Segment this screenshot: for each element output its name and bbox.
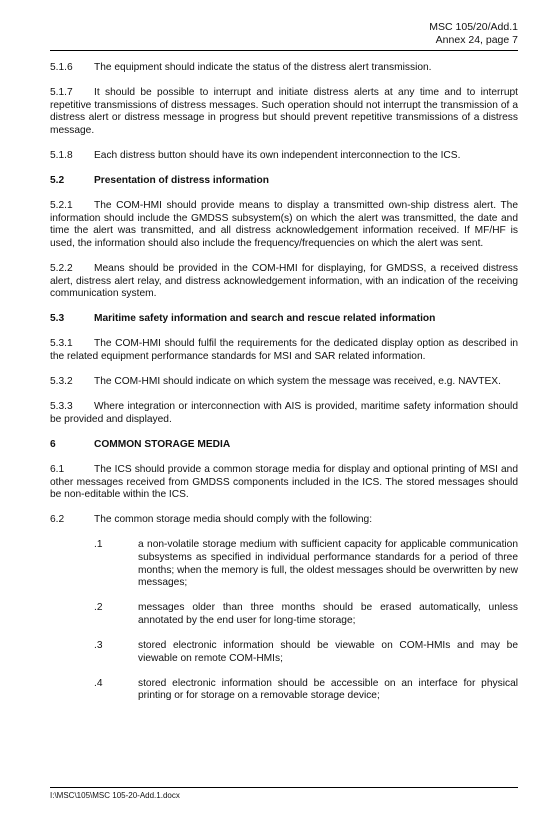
paragraph-number: 6.1	[50, 463, 65, 475]
document-reference: MSC 105/20/Add.1	[429, 21, 518, 33]
paragraph-number: 5.3.1	[50, 338, 73, 350]
paragraph-text: The ICS should provide a common storage media for display and optional printing of MSI and other messages received from GMDSS components included in the ICS. The stored messages should be non-editable within the ICS.	[50, 463, 518, 501]
heading-title: Maritime safety information and search and rescue related information	[94, 313, 436, 325]
paragraph-number: 5.1.7	[50, 87, 73, 99]
page-header	[429, 21, 518, 47]
list-item	[50, 602, 518, 627]
paragraph-5-3-1	[50, 338, 518, 363]
list-item-number: .1	[94, 539, 103, 551]
document-body	[50, 62, 518, 715]
list-item-text: messages older than three months should be erased automatically, unless annotated by the end user for long-time storage;	[138, 602, 518, 626]
paragraph-6-2	[50, 514, 518, 527]
paragraph-text: The equipment should indicate the status of the distress alert transmission.	[94, 62, 432, 73]
list-item	[50, 678, 518, 703]
section-heading-5-2	[50, 175, 518, 188]
paragraph-number: 5.3.2	[50, 376, 73, 388]
paragraph-5-2-2	[50, 263, 518, 301]
paragraph-text: Where integration or interconnection with AIS is provided, maritime safety information should be provided and displayed.	[50, 401, 518, 425]
heading-title: Presentation of distress information	[94, 175, 269, 187]
paragraph-5-2-1	[50, 200, 518, 250]
paragraph-6-1	[50, 464, 518, 502]
list-item-number: .2	[94, 602, 103, 614]
paragraph-text: Each distress button should have its own independent interconnection to the ICS.	[94, 149, 461, 161]
paragraph-number: 6.2	[50, 514, 65, 526]
list-item-number: .4	[94, 677, 103, 689]
list-item-number: .3	[94, 639, 103, 651]
footer-divider	[50, 787, 518, 788]
section-heading-5-3	[50, 313, 518, 326]
footer-file-path: I:\MSC\105\MSC 105-20-Add.1.docx	[50, 791, 180, 800]
paragraph-5-1-8	[50, 150, 518, 163]
heading-number: 5.3	[50, 313, 65, 325]
list-item-text: a non-volatile storage medium with sufficient capacity for applicable communication subsystems as specified in individual performance standards for a period of three months; when the memory is full, the oldest messages should be overwritten by new messages;	[138, 539, 518, 589]
header-divider	[50, 50, 518, 51]
paragraph-number: 5.2.1	[50, 200, 73, 212]
list-item-text: stored electronic information should be viewable on COM-HMIs and may be viewable on remote COM-HMIs;	[138, 639, 518, 664]
paragraph-number: 5.1.6	[50, 62, 73, 73]
paragraph-text: The COM-HMI should indicate on which system the message was received, e.g. NAVTEX.	[94, 376, 501, 388]
paragraph-text: The COM-HMI should fulfil the requirements for the dedicated display option as described in the related equipment performance standards for MSI and SAR related information.	[50, 338, 518, 362]
list-item	[50, 539, 518, 589]
section-heading-6	[50, 439, 518, 452]
paragraph-number: 5.3.3	[50, 401, 73, 413]
list-item-text: stored electronic information should be accessible on an interface for physical printing or for storage on a removable storage device;	[138, 677, 518, 702]
paragraph-text: The COM-HMI should provide means to display a transmitted own-ship distress alert. The information should include the GMDSS subsystem(s) on which the alert was transmitted, the date and time the alert was transmitted, and all distress acknowledgement information received. If MF/HF is used, the information should also include the frequency/frequencies on which the alert was sent.	[50, 200, 518, 249]
list-item	[50, 640, 518, 665]
heading-number: 6	[50, 438, 56, 450]
paragraph-text: Means should be provided in the COM-HMI for displaying, for GMDSS, a received distress alert, distress alert relay, and distress acknowledgement information, with an indication of the receiving communication system.	[50, 263, 518, 300]
paragraph-5-3-2	[50, 376, 518, 389]
heading-number: 5.2	[50, 175, 65, 187]
paragraph-text: It should be possible to interrupt and initiate distress alerts at any time and to interrupt repetitive transmissions of distress messages. Such operation should not interrupt the transmission of a distress alert or distress message in progress but should prevent repetitive transmissions of a distress message.	[50, 87, 518, 136]
annex-page-label: Annex 24, page 7	[435, 34, 518, 46]
paragraph-5-3-3	[50, 401, 518, 426]
paragraph-5-1-6	[50, 62, 518, 75]
heading-title: COMMON STORAGE MEDIA	[94, 438, 231, 450]
paragraph-text: The common storage media should comply with the following:	[94, 514, 373, 526]
paragraph-number: 5.2.2	[50, 263, 73, 275]
paragraph-5-1-7	[50, 87, 518, 137]
paragraph-number: 5.1.8	[50, 149, 73, 161]
